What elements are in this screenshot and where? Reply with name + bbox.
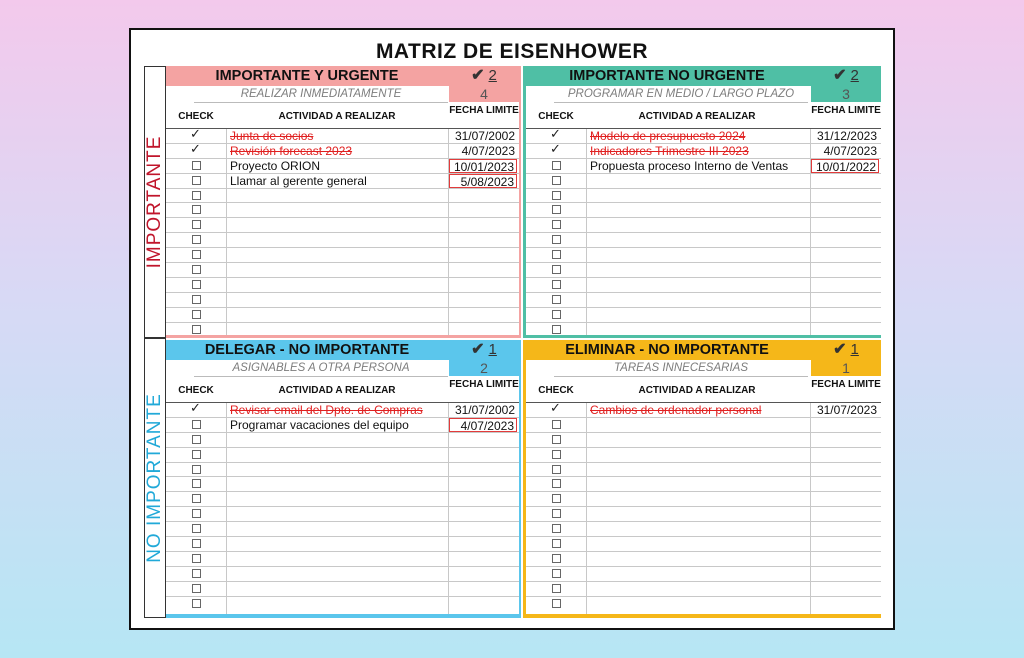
task-checkbox[interactable] (192, 310, 201, 319)
task-checkbox[interactable] (192, 325, 201, 334)
check-icon: ✔ (833, 67, 847, 84)
task-activity[interactable]: Revisar email del Dpto. de Compras (230, 403, 423, 417)
quadrant-important-not-urgent (523, 66, 881, 338)
task-date[interactable]: 5/08/2023 (449, 174, 517, 188)
total-count: 3 (811, 86, 881, 102)
table-row (526, 188, 881, 203)
column-headers (526, 102, 881, 128)
table-row (526, 402, 881, 417)
quadrant-title: IMPORTANTE Y URGENTE (215, 68, 399, 84)
table-row (166, 247, 519, 262)
side-label-not-important (144, 338, 166, 618)
table-row (166, 402, 519, 417)
quadrant-title: ELIMINAR - NO IMPORTANTE (565, 342, 769, 358)
table-row (166, 566, 519, 581)
quadrant-subtitle: REALIZAR INMEDIATAMENTE (194, 86, 448, 103)
checkmark-icon[interactable]: ✓ (550, 126, 561, 141)
table-row (166, 202, 519, 217)
quadrant-header (526, 340, 881, 360)
task-checkbox[interactable] (192, 494, 201, 503)
task-checkbox[interactable] (192, 280, 201, 289)
task-checkbox[interactable] (552, 599, 561, 608)
task-activity[interactable]: Llamar al gerente general (230, 173, 367, 188)
table-row (526, 506, 881, 521)
table-row (166, 140, 519, 158)
task-date[interactable]: 31/07/2023 (816, 403, 877, 417)
table-row (526, 462, 881, 477)
table-row (526, 596, 881, 611)
quadrant-header (166, 340, 519, 360)
task-activity[interactable]: Programar vacaciones del equipo (230, 417, 409, 432)
checkmark-icon[interactable]: ✓ (190, 400, 201, 415)
task-checkbox[interactable] (552, 584, 561, 593)
task-checkbox[interactable] (192, 161, 201, 170)
task-activity[interactable]: Proyecto ORION (230, 158, 321, 173)
checkmark-icon[interactable]: ✓ (190, 140, 201, 156)
task-checkbox[interactable] (192, 235, 201, 244)
table-row (526, 128, 881, 143)
side-label-important (144, 66, 166, 338)
quadrant-subtitle: ASIGNABLES A OTRA PERSONA (194, 360, 448, 377)
table-row (166, 188, 519, 203)
done-count: 2 (850, 67, 859, 84)
task-checkbox[interactable] (552, 494, 561, 503)
table-row (166, 307, 519, 322)
task-checkbox[interactable] (552, 295, 561, 304)
table-row (526, 202, 881, 217)
done-counter (449, 340, 519, 360)
table-row (166, 322, 519, 337)
column-header-date: FECHA LIMITE (811, 105, 881, 116)
column-header-check: CHECK (178, 111, 214, 122)
task-checkbox[interactable] (552, 265, 561, 274)
task-activity[interactable]: Indicadores Trimestre III 2023 (590, 143, 749, 158)
table-row (166, 292, 519, 307)
task-checkbox[interactable] (192, 465, 201, 474)
task-checkbox[interactable] (552, 465, 561, 474)
task-checkbox[interactable] (192, 554, 201, 563)
table-row (526, 447, 881, 462)
column-header-check: CHECK (538, 385, 574, 396)
side-label-important-text: IMPORTANTE (144, 135, 165, 269)
table-row (526, 307, 881, 322)
table-row (166, 521, 519, 536)
task-activity[interactable]: Junta de socios (230, 129, 314, 143)
task-checkbox[interactable] (192, 479, 201, 488)
task-checkbox[interactable] (552, 176, 561, 185)
checkmark-icon[interactable]: ✓ (550, 140, 561, 156)
task-checkbox[interactable] (552, 509, 561, 518)
task-date[interactable]: 10/01/2023 (449, 159, 517, 173)
task-list (166, 402, 519, 610)
table-row (166, 536, 519, 551)
table-row (166, 476, 519, 491)
table-row (526, 491, 881, 506)
column-header-check: CHECK (178, 385, 214, 396)
quadrant-subtitle: TAREAS INNECESARIAS (554, 360, 808, 377)
task-list (526, 128, 881, 336)
task-checkbox[interactable] (552, 420, 561, 429)
column-header-activity: ACTIVIDAD A REALIZAR (638, 111, 756, 122)
task-checkbox[interactable] (192, 191, 201, 200)
table-row (526, 551, 881, 566)
table-row (526, 581, 881, 596)
task-date[interactable]: 31/12/2023 (816, 129, 877, 143)
task-checkbox[interactable] (552, 220, 561, 229)
table-row (166, 417, 519, 432)
table-row (526, 536, 881, 551)
task-date[interactable]: 4/07/2023 (449, 418, 517, 432)
table-row (166, 217, 519, 232)
task-checkbox[interactable] (192, 205, 201, 214)
task-checkbox[interactable] (552, 205, 561, 214)
table-row (166, 462, 519, 477)
table-row (166, 491, 519, 506)
quadrant-header (526, 66, 881, 86)
task-checkbox[interactable] (552, 479, 561, 488)
table-row (166, 262, 519, 277)
task-date[interactable]: 31/07/2002 (454, 403, 515, 417)
column-header-activity: ACTIVIDAD A REALIZAR (278, 111, 396, 122)
table-row (166, 158, 519, 173)
table-row (526, 277, 881, 292)
table-row (166, 447, 519, 462)
task-checkbox[interactable] (552, 524, 561, 533)
table-row (526, 432, 881, 447)
table-row (526, 217, 881, 232)
table-row (526, 292, 881, 307)
table-row (166, 432, 519, 447)
task-checkbox[interactable] (192, 220, 201, 229)
task-checkbox[interactable] (552, 310, 561, 319)
task-checkbox[interactable] (192, 524, 201, 533)
total-count: 2 (449, 360, 519, 376)
table-row (526, 140, 881, 158)
task-date[interactable]: 4/07/2023 (461, 143, 515, 158)
done-count: 1 (850, 341, 859, 358)
column-header-date: FECHA LIMITE (811, 379, 881, 390)
column-headers (166, 102, 519, 128)
task-date[interactable]: 10/01/2022 (811, 159, 879, 173)
quadrant-important-urgent (166, 66, 521, 338)
quadrant-header (166, 66, 519, 86)
task-checkbox[interactable] (192, 450, 201, 459)
task-checkbox[interactable] (192, 584, 201, 593)
table-row (166, 173, 519, 188)
column-header-activity: ACTIVIDAD A REALIZAR (278, 385, 396, 396)
column-header-date: FECHA LIMITE (449, 379, 519, 390)
done-counter (449, 66, 519, 86)
task-checkbox[interactable] (192, 435, 201, 444)
table-row (166, 277, 519, 292)
eisenhower-sheet (129, 28, 895, 630)
column-headers (526, 376, 881, 402)
table-row (526, 158, 881, 173)
task-activity[interactable]: Propuesta proceso Interno de Ventas (590, 158, 789, 173)
checkmark-icon[interactable]: ✓ (190, 126, 201, 141)
check-icon: ✔ (471, 341, 485, 358)
table-row (166, 128, 519, 143)
total-count: 1 (811, 360, 881, 376)
page-title: MATRIZ DE EISENHOWER (375, 40, 649, 63)
task-date[interactable]: 4/07/2023 (823, 143, 877, 158)
task-checkbox[interactable] (552, 554, 561, 563)
column-header-date: FECHA LIMITE (449, 105, 519, 116)
quadrant-subtitle: PROGRAMAR EN MEDIO / LARGO PLAZO (554, 86, 808, 103)
check-icon: ✔ (471, 67, 485, 84)
table-row (166, 596, 519, 611)
task-activity[interactable]: Revisión forecast 2023 (230, 143, 353, 158)
column-header-check: CHECK (538, 111, 574, 122)
done-counter (811, 340, 881, 360)
task-list (166, 128, 519, 336)
table-row (526, 322, 881, 337)
table-row (526, 476, 881, 491)
checkmark-icon[interactable]: ✓ (550, 400, 561, 415)
quadrant-title: DELEGAR - NO IMPORTANTE (204, 342, 410, 358)
column-headers (166, 376, 519, 402)
side-label-not-important-text: NO IMPORTANTE (144, 393, 165, 563)
task-checkbox[interactable] (192, 420, 201, 429)
task-checkbox[interactable] (552, 235, 561, 244)
task-list (526, 402, 881, 610)
table-row (166, 551, 519, 566)
table-row (526, 521, 881, 536)
column-header-activity: ACTIVIDAD A REALIZAR (638, 385, 756, 396)
task-checkbox[interactable] (192, 176, 201, 185)
task-checkbox[interactable] (192, 265, 201, 274)
done-count: 2 (488, 67, 497, 84)
table-row (526, 417, 881, 432)
task-checkbox[interactable] (192, 250, 201, 259)
task-checkbox[interactable] (192, 539, 201, 548)
task-checkbox[interactable] (192, 509, 201, 518)
check-icon: ✔ (833, 341, 847, 358)
task-checkbox[interactable] (552, 435, 561, 444)
table-row (526, 247, 881, 262)
task-checkbox[interactable] (552, 569, 561, 578)
task-activity[interactable]: Cambios de ordenador personal (590, 403, 762, 417)
table-row (166, 232, 519, 247)
task-checkbox[interactable] (552, 325, 561, 334)
table-row (526, 566, 881, 581)
table-row (166, 506, 519, 521)
table-row (526, 173, 881, 188)
done-count: 1 (488, 341, 497, 358)
task-checkbox[interactable] (552, 191, 561, 200)
table-row (166, 581, 519, 596)
task-checkbox[interactable] (552, 539, 561, 548)
task-checkbox[interactable] (552, 450, 561, 459)
task-checkbox[interactable] (552, 280, 561, 289)
task-checkbox[interactable] (192, 569, 201, 578)
quadrant-delegate (166, 340, 521, 618)
task-checkbox[interactable] (552, 161, 561, 170)
quadrant-title: IMPORTANTE NO URGENTE (569, 68, 765, 84)
quadrant-eliminate (523, 340, 881, 618)
done-counter (811, 66, 881, 86)
table-row (526, 262, 881, 277)
task-checkbox[interactable] (552, 250, 561, 259)
table-row (526, 232, 881, 247)
total-count: 4 (449, 86, 519, 102)
task-date[interactable]: 31/07/2002 (454, 129, 515, 143)
task-activity[interactable]: Modelo de presupuesto 2024 (590, 129, 746, 143)
task-checkbox[interactable] (192, 599, 201, 608)
task-checkbox[interactable] (192, 295, 201, 304)
